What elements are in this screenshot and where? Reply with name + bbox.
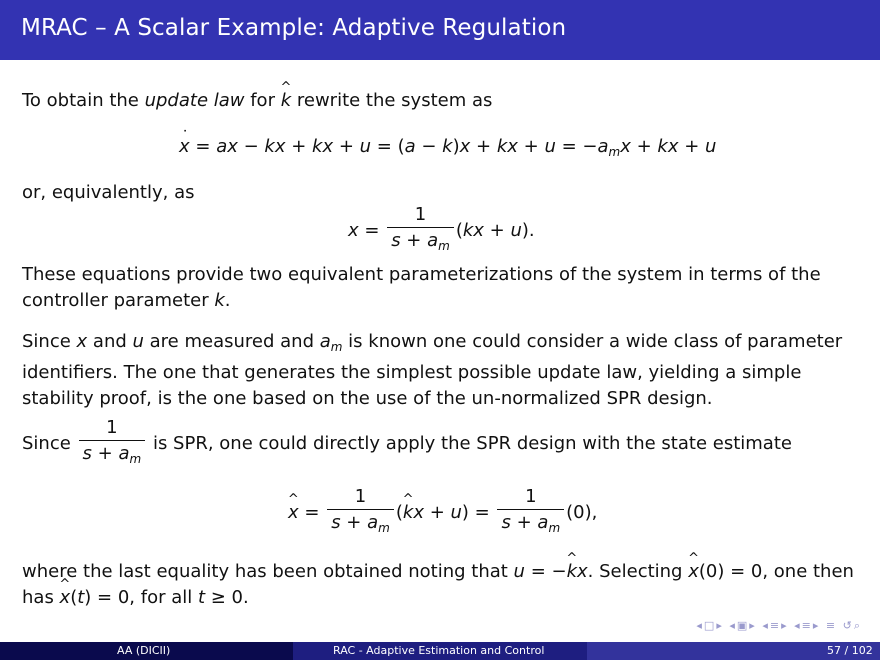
paragraph-intro: To obtain the update law for ^ k rewrite the system as	[22, 88, 862, 114]
paragraph-parameterizations: These equations provide two equivalent parameterizations of the system in terms of the controller parameter k.	[22, 264, 821, 311]
footer-page-block	[587, 642, 880, 660]
update-law-emphasis: update law	[144, 90, 245, 111]
doc-right-icon[interactable]: ▸	[812, 619, 821, 632]
equation-system-dynamics: ˙ x = ax − kx + kx + u = (a − k)x + kx + $u = -a_mx$ + kx + u	[179, 134, 716, 165]
doc-icon[interactable]: ≡	[801, 619, 813, 632]
section-right-icon[interactable]: ▸	[781, 619, 789, 632]
section-left-icon[interactable]: ◂	[762, 619, 770, 632]
align-icon[interactable]: ≡	[825, 619, 838, 632]
slide-title-bar	[0, 0, 880, 60]
paragraph-spr: Since $\frac{1}{s + a_m}$ is SPR, one could directly apply the SPR design with the state estimate	[22, 416, 862, 472]
subsection-icon[interactable]: ▣	[736, 619, 750, 632]
frame-icon[interactable]: □	[703, 619, 717, 632]
subsection-left-icon[interactable]: ◂	[729, 619, 737, 632]
navigation-bar	[696, 619, 862, 633]
subsection-right-icon[interactable]: ▸	[749, 619, 757, 632]
footer-course-block	[293, 642, 587, 660]
paragraph-conclusion: where the last equality has been obtained noting that u = −^ kx. Selecting ^ x(0) = 0, one then has ^ x(t) = 0, for all t ≥ 0.	[22, 559, 862, 611]
footer-course: RAC - Adaptive Estimation and Control	[333, 644, 545, 657]
footer-author-block	[0, 642, 293, 660]
footer-page-number: 57 / 102	[827, 644, 873, 657]
search-icon[interactable]: ↺⌕	[842, 619, 862, 632]
doc-left-icon[interactable]: ◂	[794, 619, 802, 632]
inline-fraction-spr: $\frac{1}{s + a_m}$	[79, 416, 146, 472]
frame-right-icon[interactable]: ▸	[716, 619, 724, 632]
slide-title: MRAC – A Scalar Example: Adaptive Regulation	[21, 15, 567, 41]
paragraph-identifiers: Since x and u are measured and $a_m$ is known one could consider a wide class of parameter identifiers. The one that generates the simplest possible update law, yielding a simple stability proof, is the one based on the use of the un-normalized SPR design.	[22, 331, 843, 409]
footer-author: AA (DICII)	[117, 644, 171, 657]
section-icon[interactable]: ≡	[769, 619, 782, 632]
paragraph-equivalently: or, equivalently, as	[22, 182, 195, 203]
k-hat-symbol: ^ k	[281, 90, 291, 111]
frame-left-icon[interactable]: ◂	[696, 619, 704, 632]
equation-transfer-form: x = $\frac{1}{s + a_m}$ (kx + u).	[348, 203, 535, 259]
equation-state-estimate: ^ x = $\frac{1}{s + a_m}$ (^ kx + u) = $\frac{1}{s + a_m}$ (0),	[288, 485, 597, 541]
slide-footer	[0, 642, 880, 660]
